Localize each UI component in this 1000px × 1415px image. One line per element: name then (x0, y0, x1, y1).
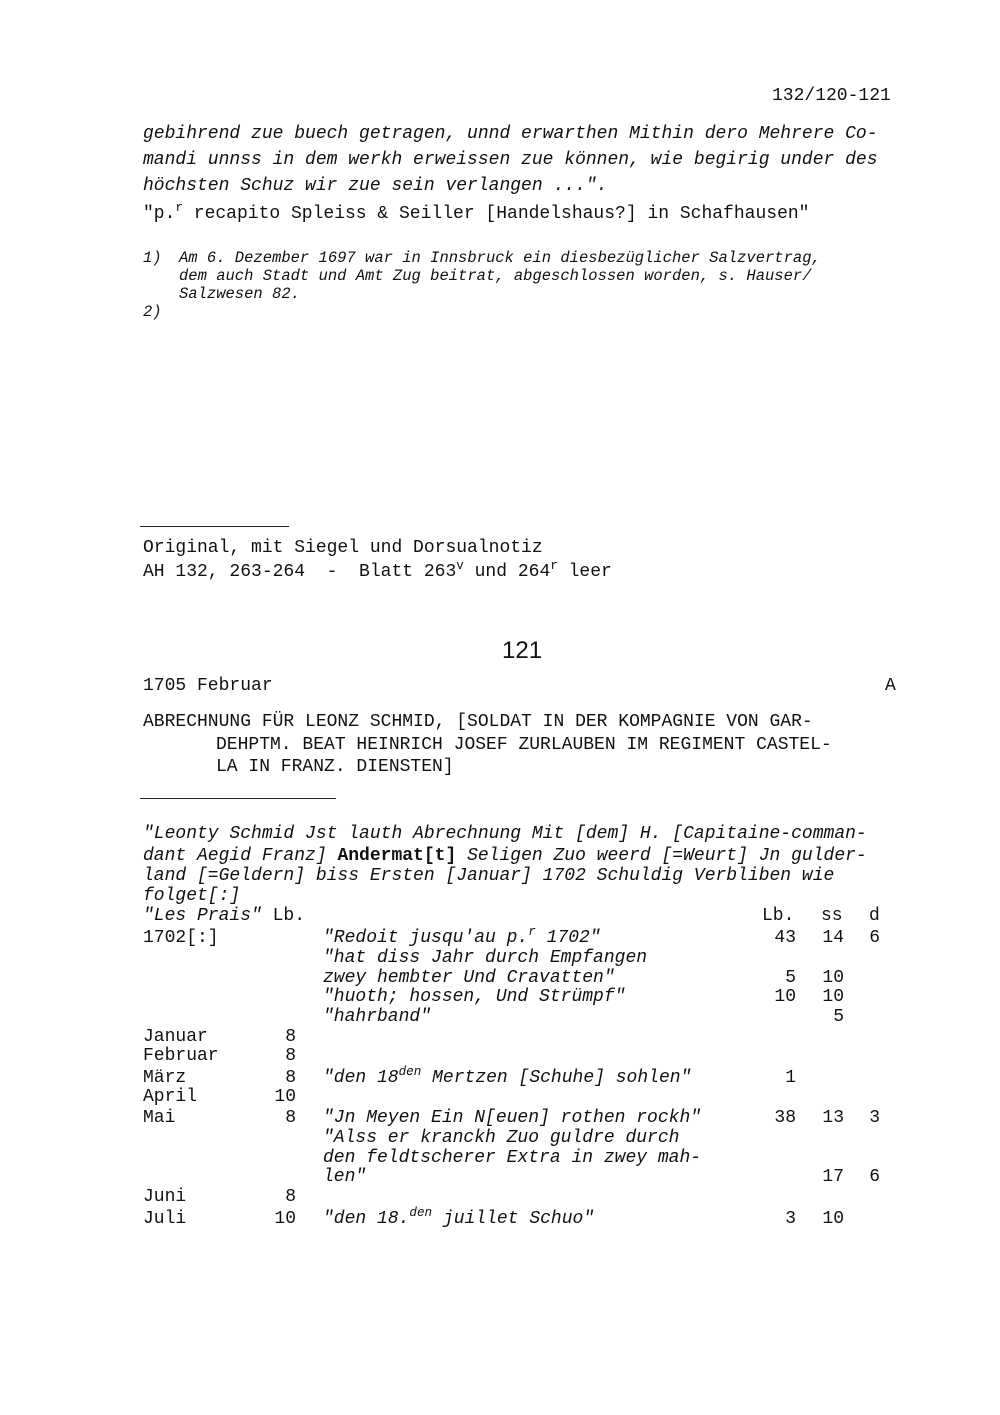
row-d: 6 (869, 928, 880, 948)
row-ss: 10 (822, 1209, 844, 1229)
row-ss: 17 (822, 1167, 844, 1187)
document-date: 1705 Februar (143, 676, 273, 696)
row-description-text: "hahrband" (323, 1007, 432, 1027)
source-sup-r: r (550, 559, 558, 574)
address-sup: r (175, 201, 183, 216)
source-rule (140, 526, 289, 527)
footnote-1-line-3: Salzwesen 82. (179, 285, 300, 303)
quote-line-3: höchsten Schuz wir zue sein verlangen ...". (143, 176, 608, 196)
row-description (323, 987, 625, 1007)
source-line-2b: und 264 (463, 562, 551, 582)
row-description-text: "Alss er kranckh Zuo guldre durch (323, 1128, 680, 1148)
row-description-post: 1702" (535, 928, 601, 948)
title-rule (140, 798, 336, 799)
row-description (323, 1167, 366, 1187)
row-description (323, 1206, 595, 1229)
address-line (143, 201, 810, 224)
head-ss: ss (821, 906, 843, 926)
row-description (323, 1007, 431, 1027)
row-lb: 3 (785, 1209, 796, 1229)
row-d: 3 (869, 1108, 880, 1128)
row-ss: 10 (822, 968, 844, 988)
row-lb: 10 (774, 987, 796, 1007)
row-description-text: "hat diss Jahr durch Empfangen (323, 948, 648, 968)
table-head-left (143, 906, 305, 926)
head-d: d (869, 906, 880, 926)
row-pay: 10 (274, 1087, 296, 1107)
row-description (323, 1128, 679, 1148)
row-description-sup: den (409, 1206, 433, 1221)
row-description-sup: r (528, 925, 536, 940)
row-lb: 38 (774, 1108, 796, 1128)
source-line-2a: AH 132, 263-264 - Blatt 263 (143, 562, 457, 582)
source-line-1: Original, mit Siegel und Dorsualnotiz (143, 538, 543, 558)
row-description-text: len" (323, 1167, 367, 1187)
row-label: März (143, 1068, 187, 1088)
source-line-2c: leer (557, 562, 612, 582)
intro-line-4: folget[:] (143, 886, 241, 906)
footnote-1-line-1: Am 6. Dezember 1697 war in Innsbruck ein diesbezüglicher Salzvertrag, (179, 249, 821, 267)
row-ss: 5 (833, 1007, 844, 1027)
row-description (323, 1065, 692, 1088)
row-description (323, 968, 615, 988)
row-pay: 8 (285, 1046, 296, 1066)
intro-line-3: land [=Geldern] biss Ersten [Januar] 1702 Schuldig Verbliben wie (143, 866, 835, 886)
row-ss: 14 (822, 928, 844, 948)
intro-line-2 (143, 846, 867, 866)
row-label: Juli (143, 1209, 187, 1229)
row-description-text: "Redoit jusqu'au p. (323, 928, 529, 948)
row-label: Februar (143, 1046, 219, 1066)
row-description (323, 1148, 701, 1168)
title-line-2: DEHPTM. BEAT HEINRICH JOSEF ZURLAUBEN IM REGIMENT CASTEL- (216, 735, 832, 755)
row-description (323, 948, 647, 968)
row-description (323, 1108, 701, 1128)
row-description-text: "huoth; hossen, Und Strümpf" (323, 987, 626, 1007)
row-description-post: juillet Schuo" (432, 1209, 595, 1229)
row-description-text: den feldtscherer Extra in zwey mah- (323, 1148, 702, 1168)
title-line-1: ABRECHNUNG FÜR LEONZ SCHMID, [SOLDAT IN DER KOMPAGNIE VON GAR- (143, 712, 813, 732)
address-pre: "p. (143, 204, 176, 224)
title-line-3: LA IN FRANZ. DIENSTEN] (216, 757, 454, 777)
page-reference: 132/120-121 (772, 86, 891, 106)
row-description-text: zwey hembter Und Cravatten" (323, 968, 615, 988)
document-type-letter: A (885, 676, 896, 696)
row-description (323, 925, 601, 948)
head-les-prais: "Les Prais" (143, 906, 262, 926)
quote-line-2: mandi unnss in dem werkh erweissen zue können, wie begirig under des (143, 150, 878, 170)
row-description-text: "Jn Meyen Ein N[euen] rothen rockh" (323, 1108, 702, 1128)
row-label: Juni (143, 1187, 187, 1207)
row-label: 1702[:] (143, 928, 219, 948)
row-label: April (143, 1087, 198, 1107)
row-label: Mai (143, 1108, 176, 1128)
row-pay: 10 (274, 1209, 296, 1229)
quote-line-1: gebihrend zue buech getragen, unnd erwarthen Mithin dero Mehrere Co- (143, 124, 878, 144)
row-pay: 8 (285, 1108, 296, 1128)
row-lb: 43 (774, 928, 796, 948)
head-lb: Lb. (762, 906, 795, 926)
footnote-1-line-2: dem auch Stadt und Amt Zug beitrat, abgeschlossen worden, s. Hauser/ (179, 267, 812, 285)
row-description-sup: den (398, 1065, 422, 1080)
intro-name-andermatt: Andermat[t] (337, 846, 457, 866)
intro-line-2a: dant Aegid Franz] (143, 846, 338, 866)
source-sup-v: v (456, 559, 464, 574)
row-description-post: Mertzen [Schuhe] sohlen" (421, 1068, 692, 1088)
row-description-text: "den 18. (323, 1209, 410, 1229)
row-ss: 10 (822, 987, 844, 1007)
footnote-2-marker: 2) (143, 303, 162, 321)
intro-line-1: "Leonty Schmid Jst lauth Abrechnung Mit [dem] H. [Capitaine-comman- (143, 824, 867, 844)
row-label: Januar (143, 1027, 208, 1047)
row-pay: 8 (285, 1027, 296, 1047)
footnote-1-marker: 1) (143, 249, 162, 267)
row-pay: 8 (285, 1068, 296, 1088)
document-number: 121 (502, 637, 543, 664)
source-line-2 (143, 559, 612, 582)
row-ss: 13 (822, 1108, 844, 1128)
row-lb: 5 (785, 968, 796, 988)
row-description-text: "den 18 (323, 1068, 399, 1088)
row-pay: 8 (285, 1187, 296, 1207)
row-d: 6 (869, 1167, 880, 1187)
intro-line-2c: Seligen Zuo weerd [=Weurt] Jn gulder- (456, 846, 867, 866)
row-lb: 1 (785, 1068, 796, 1088)
head-lb-left: Lb. (261, 906, 306, 926)
address-post: recapito Spleiss & Seiller [Handelshaus?] in Schafhausen" (182, 204, 810, 224)
